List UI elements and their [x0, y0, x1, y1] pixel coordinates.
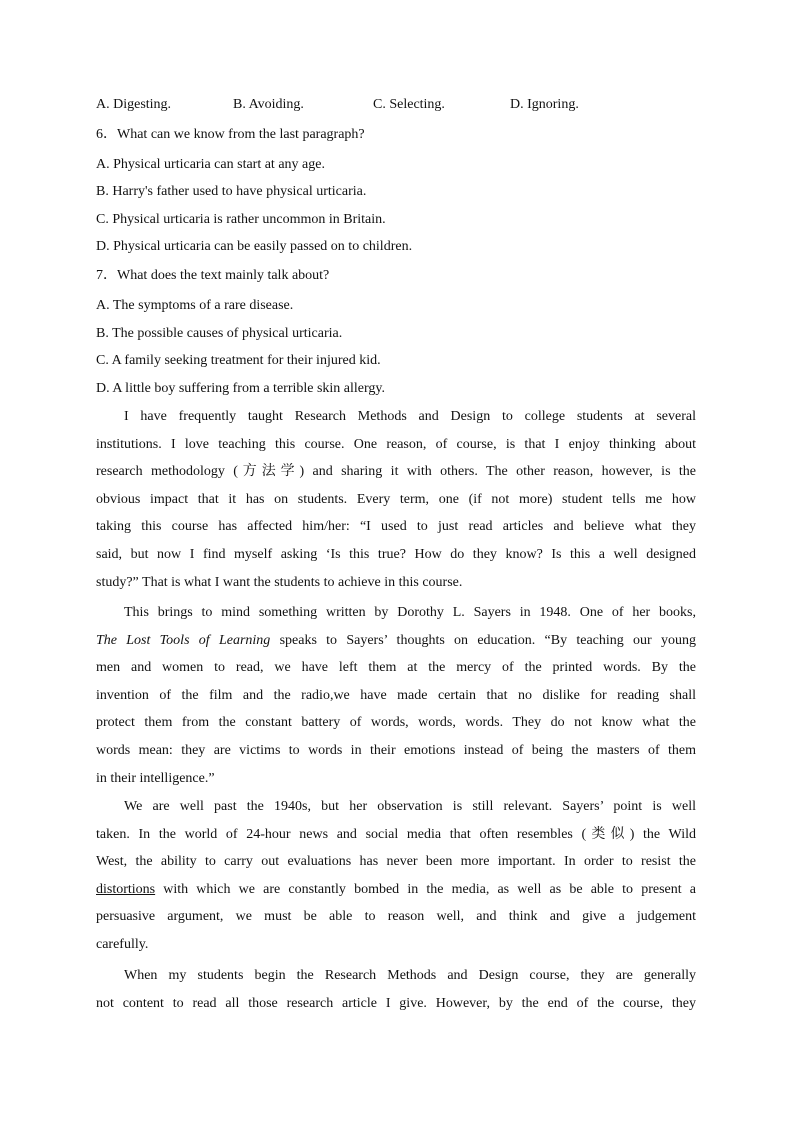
p1-line: taking this course has affected him/her: “I used to just read articles and believe what they	[96, 519, 696, 535]
p1-line: obvious impact that it has on students. Every term, one (if not more) student tells me how	[96, 491, 696, 507]
underlined-word: distortions	[96, 881, 156, 897]
q7-option-b[interactable]: B. The possible causes of physical urticaria.	[96, 326, 343, 341]
p4-line: not content to read all those research article I give. However, by the end of the course, they	[96, 995, 696, 1011]
p3-line: We are well past the 1940s, but her observation is still relevant. Sayers’ point is well	[124, 799, 696, 814]
p3-line-rest: with which we are constantly bombed in the media, as well as be able to present a	[155, 881, 696, 897]
p2-line: invention of the film and the radio,we have made certain that no dislike for reading shall	[96, 687, 696, 703]
p1-line: I have frequently taught Research Methods and Design to college students at several	[124, 409, 696, 424]
passage-paragraph-1	[96, 403, 696, 596]
q7-option-a[interactable]: A. The symptoms of a rare disease.	[96, 298, 294, 313]
q7-stem: 7．What does the text mainly talk about?	[96, 268, 330, 283]
passage-paragraph-3	[96, 793, 696, 959]
p2-line-rest: speaks to Sayers’ thoughts on education. “By teaching our young	[270, 632, 696, 648]
p1-line: institutions. I love teaching this course. One reason, of course, is that I enjoy thinking about	[96, 436, 696, 452]
q7-option-d[interactable]: D. A little boy suffering from a terrible skin allergy.	[96, 381, 386, 396]
book-title: The Lost Tools of Learning	[96, 632, 271, 648]
q5-option-d[interactable]: D. Ignoring.	[510, 97, 579, 112]
p3-line-with-underline	[96, 876, 696, 904]
p3-line: carefully.	[96, 936, 149, 952]
q6-option-c[interactable]: C. Physical urticaria is rather uncommon in Britain.	[96, 212, 386, 227]
p4-line: When my students begin the Research Methods and Design course, they are generally	[124, 968, 696, 983]
q7-option-c[interactable]: C. A family seeking treatment for their injured kid.	[96, 353, 381, 368]
p2-line: in their intelligence.”	[96, 770, 215, 786]
q5-option-b[interactable]: B. Avoiding.	[233, 97, 304, 112]
passage-paragraph-4	[96, 962, 696, 1017]
p2-line: words mean: they are victims to words in their emotions instead of being the masters of them	[96, 742, 696, 758]
p1-line: said, but now I find myself asking ‘Is this true? How do they know? Is this a well designed	[96, 546, 696, 562]
q6-option-d[interactable]: D. Physical urticaria can be easily passed on to children.	[96, 239, 413, 254]
p2-line: This brings to mind something written by Dorothy L. Sayers in 1948. One of her books,	[124, 605, 696, 620]
p3-line: persuasive argument, we must be able to reason well, and think and give a judgement	[96, 909, 696, 925]
p3-line: taken. In the world of 24-hour news and social media that often resembles (类似) the Wild	[96, 826, 696, 842]
q6-option-b[interactable]: B. Harry's father used to have physical urticaria.	[96, 184, 367, 199]
p2-line: men and women to read, we have left them at the mercy of the printed words. By the	[96, 660, 696, 676]
p1-line: research methodology (方法学) and sharing it with others. The other reason, however, is the	[96, 464, 696, 480]
p2-line-with-title	[96, 627, 696, 655]
p2-line: protect them from the constant battery of words, words, words. They do not know what the	[96, 715, 696, 731]
q5-option-a[interactable]: A. Digesting.	[96, 97, 172, 112]
q5-options	[96, 96, 696, 114]
p3-line: West, the ability to carry out evaluations has never been more important. In order to resist the	[96, 854, 696, 870]
q5-option-c[interactable]: C. Selecting.	[373, 97, 445, 112]
p1-line: study?” That is what I want the students to achieve in this course.	[96, 574, 463, 590]
passage-paragraph-2	[96, 599, 696, 792]
q6-option-a[interactable]: A. Physical urticaria can start at any age.	[96, 157, 325, 172]
q6-stem: 6．What can we know from the last paragraph?	[96, 127, 365, 142]
